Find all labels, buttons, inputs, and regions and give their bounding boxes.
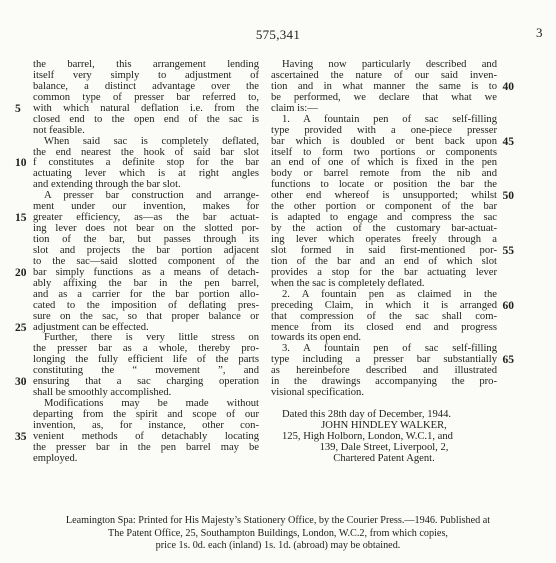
- line-text: ing lever does not bear on the slotted por-: [33, 223, 259, 235]
- line-text: common type of presser bar referred to,: [33, 91, 259, 103]
- line-text: as hereinbefore described and illustrated: [271, 365, 497, 377]
- line-text: bar simply functions as a means of detach-: [33, 266, 259, 278]
- line-text: tion and in what manner the same is to: [271, 80, 497, 92]
- line-text: f constitutes a definite stop for the bar: [33, 157, 259, 169]
- text-line: [271, 135, 514, 148]
- line-text: to the sac—said slotted component of the: [33, 255, 259, 267]
- line-text: Further, there is very little stress on: [44, 332, 259, 344]
- line-text: claim is:—: [271, 102, 318, 114]
- line-text: other end whereof is unsupported; whilst: [271, 190, 497, 202]
- line-text: bar which is doubled or bent back upon: [271, 135, 497, 147]
- line-text: slot and projects the bar portion adjacent: [33, 244, 259, 256]
- line-number: 45: [502, 135, 514, 148]
- line-text: JOHN HINDLEY WALKER,: [321, 419, 447, 431]
- text-line: [271, 126, 497, 137]
- line-text: type provided with a one-piece presser: [271, 124, 497, 136]
- line-text: Having now particularly described and: [282, 59, 497, 70]
- line-number: 20: [15, 266, 27, 279]
- text-line: [33, 454, 259, 465]
- footer-line: Leamington Spa: Printed for His Majesty’s Stationery Office, by the Courier Press.—1946. Published at: [65, 515, 491, 526]
- line-text: type including a presser bar substantially: [271, 354, 497, 366]
- text-line: [33, 137, 259, 148]
- line-text: mence from its closed end and progress: [271, 321, 497, 333]
- text-line: [271, 115, 497, 126]
- line-text: shall be smoothly accomplished.: [33, 387, 172, 399]
- text-line: [33, 301, 259, 312]
- line-text: is adapted to engage and compress the sac: [271, 212, 497, 224]
- line-number: 30: [15, 376, 27, 389]
- line-number: 25: [15, 321, 27, 334]
- line-text: body or barrel remote from the nib and: [271, 168, 497, 180]
- text-line: [271, 388, 497, 399]
- footer-line: The Patent Office, 25, Southampton Buildings, London, W.C.2, from which copies,: [108, 527, 448, 539]
- line-text: and as a carrier for the bar portion allo-: [33, 288, 259, 300]
- line-text: departing from the spirit and scope of our: [33, 409, 259, 420]
- line-text: towards its open end.: [271, 332, 362, 344]
- line-text: by the action of the customary bar-actuat-: [271, 223, 497, 235]
- line-number: 15: [15, 212, 27, 225]
- line-text: tion of the bar, but passes through its: [33, 234, 259, 245]
- line-text: itself very simply to adjustment of: [33, 69, 259, 81]
- line-text: the other portion or component of the bar: [271, 201, 497, 213]
- line-number: 50: [502, 190, 514, 203]
- line-number: 55: [502, 244, 514, 257]
- line-text: in the drawings accompanying the pro-: [271, 376, 497, 388]
- line-text: that compression of the sac shall com-: [271, 310, 497, 322]
- line-text: greater efficiency, as—as the bar actuat-: [33, 212, 259, 224]
- page-number: 3: [536, 25, 543, 40]
- line-number: 65: [502, 354, 514, 367]
- line-text: ascertained the nature of our said inven-: [271, 69, 497, 81]
- line-text: Modifications may be made without: [44, 398, 259, 410]
- line-text: Chartered Patent Agent.: [333, 452, 435, 464]
- line-text: when the sac is completely deflated.: [271, 277, 425, 289]
- line-text: balance, a distinct advantage over the: [33, 80, 259, 92]
- text-line: [271, 299, 514, 312]
- line-text: the barrel, this arrangement lending: [33, 59, 259, 70]
- line-text: cated to the imposition of deflating pres-: [33, 299, 259, 311]
- line-number: 5: [15, 102, 21, 115]
- line-text: with which natural deflation i.e. from the: [33, 102, 259, 114]
- line-text: the presser bar as a whole, thereby pro-: [33, 343, 259, 355]
- line-text: longing the fully efficient life of the parts: [33, 354, 259, 366]
- line-text: 2. A fountain pen as claimed in the: [282, 288, 497, 300]
- line-text: tion of the bar and an end of which slot: [271, 255, 497, 267]
- line-text: employed.: [33, 452, 78, 464]
- right-text-column: [271, 59, 514, 465]
- footer-line: price 1s. 0d. each (inland) 1s. 1d. (abroad) may be obtained.: [155, 540, 401, 552]
- line-text: an end of one of which is fixed in the pen: [271, 157, 497, 169]
- line-text: ment under our invention, makes for: [33, 201, 259, 213]
- left-text-column: [15, 59, 259, 465]
- line-text: actuating lever which is at right angles: [33, 168, 259, 180]
- line-text: itself to form two portions or components: [271, 146, 497, 158]
- text-line: [33, 290, 259, 301]
- line-text: functions to locate or position the bar the: [271, 179, 497, 191]
- patent-number: 575,341: [255, 27, 301, 42]
- line-text: Dated this 28th day of December, 1944.: [282, 409, 452, 420]
- line-text: slot formed in said first-mentioned por-: [271, 244, 497, 256]
- line-text: When said sac is completely deflated,: [44, 135, 259, 147]
- line-text: 139, Dale Street, Liverpool, 2,: [319, 441, 449, 453]
- text-line: [271, 312, 497, 323]
- line-text: constituting the “ movement ”, and: [33, 365, 259, 377]
- line-text: and extending through the bar slot.: [33, 179, 181, 191]
- line-text: 3. A fountain pen of sac self-filling: [282, 343, 497, 355]
- line-text: ensuring that a sac charging operation: [33, 376, 259, 388]
- text-line: [271, 290, 497, 301]
- line-text: 1. A fountain pen of sac self-filling: [282, 113, 497, 125]
- text-line: [33, 126, 259, 137]
- line-text: invention, as, for instance, other con-: [33, 419, 259, 431]
- line-number: 60: [502, 299, 514, 312]
- line-text: 125, High Holborn, London, W.C.1, and: [282, 430, 453, 442]
- line-number: 35: [15, 430, 27, 443]
- line-number: 40: [502, 80, 514, 93]
- line-text: sure on the sac, so that proper balance or: [33, 310, 259, 322]
- line-text: preceding Claim, in which it is arranged: [271, 299, 497, 311]
- line-text: visional specification.: [271, 387, 364, 399]
- line-text: provides a stop for the bar actuating lever: [271, 266, 497, 278]
- line-text: A presser bar construction and arrange-: [44, 190, 259, 202]
- line-text: ably affixing the bar in the pen barrel,: [33, 277, 259, 289]
- line-text: venient methods of detachably locating: [33, 430, 259, 442]
- printer-footer: [14, 515, 542, 553]
- line-text: be performed, we declare that what we: [271, 91, 497, 103]
- line-text: the presser bar in the pen barrel may be: [33, 441, 259, 453]
- text-line: [271, 454, 497, 465]
- line-number: 10: [15, 157, 27, 170]
- line-text: closed end to the open end of the sac is: [33, 113, 259, 125]
- line-text: ing lever which operates freely through a: [271, 234, 497, 245]
- line-text: not feasible.: [33, 124, 85, 136]
- line-text: adjustment can be effected.: [33, 321, 149, 333]
- line-text: the end nearest the hook of said bar slot: [33, 146, 259, 158]
